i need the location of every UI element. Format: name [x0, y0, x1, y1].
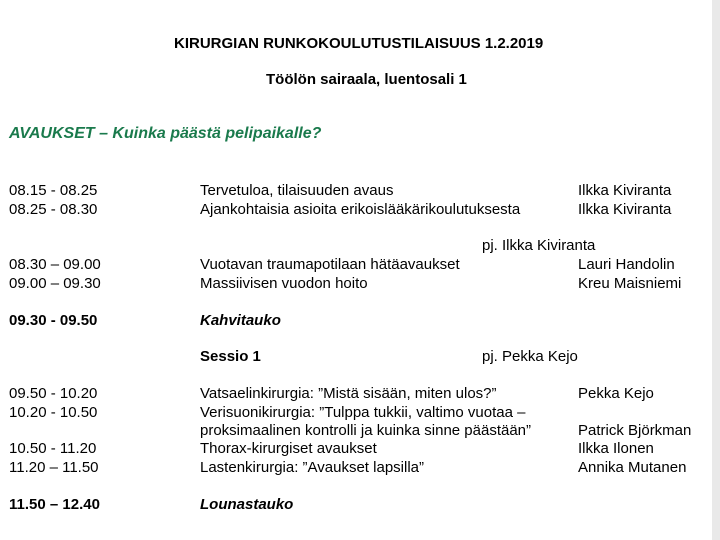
- row-6-speaker: Patrick Björkman: [578, 422, 692, 439]
- row-8-time: 11.20 – 11.50: [9, 459, 99, 476]
- session-chair: pj. Pekka Kejo: [482, 348, 578, 365]
- row-8-speaker: Annika Mutanen: [578, 459, 687, 476]
- row-1-topic: Tervetuloa, tilaisuuden avaus: [200, 182, 394, 199]
- row-3-topic: Vuotavan traumapotilaan hätäavaukset: [200, 256, 460, 273]
- row-2-speaker: Ilkka Kiviranta: [578, 201, 672, 218]
- row-4-time: 09.00 – 09.30: [9, 275, 101, 292]
- chair-1: pj. Ilkka Kiviranta: [482, 237, 596, 254]
- document-title: KIRURGIAN RUNKOKOULUTUSTILAISUUS 1.2.2019: [174, 35, 544, 52]
- row-5-time: 09.50 - 10.20: [9, 385, 98, 402]
- page-edge-divider: [712, 0, 720, 540]
- row-3-time: 08.30 – 09.00: [9, 256, 101, 273]
- row-7-time: 10.50 - 11.20: [9, 440, 97, 457]
- row-6-time: 10.20 - 10.50: [9, 404, 98, 421]
- break-2-label: Lounastauko: [200, 496, 294, 513]
- row-6-topic-line-2: proksimaalinen kontrolli ja kuinka sinne päästään”: [200, 422, 532, 439]
- row-8-topic: Lastenkirurgia: ”Avaukset lapsilla”: [200, 459, 424, 476]
- row-5-speaker: Pekka Kejo: [578, 385, 654, 402]
- row-1-speaker: Ilkka Kiviranta: [578, 182, 672, 199]
- row-3-speaker: Lauri Handolin: [578, 256, 675, 273]
- session-label: Sessio 1: [200, 348, 261, 365]
- break-2-time: 11.50 – 12.40: [9, 496, 100, 513]
- row-4-topic: Massiivisen vuodon hoito: [200, 275, 368, 292]
- row-6-topic-line-1: Verisuonikirurgia: ”Tulppa tukkii, valtimo vuotaa –: [200, 404, 526, 421]
- row-5-topic: Vatsaelinkirurgia: ”Mistä sisään, miten ulos?”: [200, 385, 497, 402]
- venue-subtitle: Töölön sairaala, luentosali 1: [266, 71, 467, 88]
- row-4-speaker: Kreu Maisniemi: [578, 275, 682, 292]
- break-1-time: 09.30 - 09.50: [9, 312, 98, 329]
- row-2-time: 08.25 - 08.30: [9, 201, 98, 218]
- row-2-topic: Ajankohtaisia asioita erikoislääkärikoulutuksesta: [200, 201, 521, 218]
- break-1-label: Kahvitauko: [200, 312, 281, 329]
- row-7-speaker: Ilkka Ilonen: [578, 440, 654, 457]
- section-heading: AVAUKSET – Kuinka päästä pelipaikalle?: [9, 125, 322, 142]
- row-1-time: 08.15 - 08.25: [9, 182, 98, 199]
- row-7-topic: Thorax-kirurgiset avaukset: [200, 440, 377, 457]
